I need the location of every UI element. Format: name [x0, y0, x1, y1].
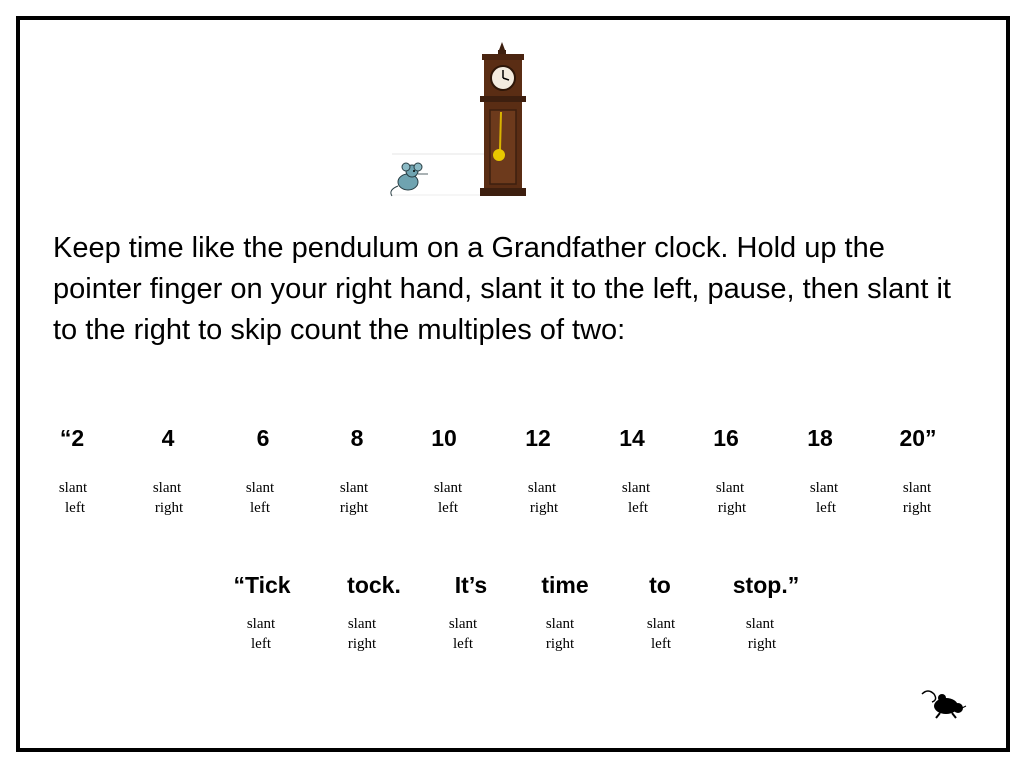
slant-label: slant right	[339, 480, 369, 516]
chant-word: stop.”	[732, 572, 800, 598]
slant-label: slant right	[347, 616, 377, 652]
count-number: 12	[525, 425, 551, 451]
slant-label: slant right	[545, 616, 575, 652]
chant-word: to	[649, 572, 671, 598]
slant-label: slant right	[902, 480, 932, 516]
slant-label: slant left	[809, 480, 839, 516]
slant-label: slant right	[715, 480, 747, 516]
slant-label: slant left	[246, 616, 276, 652]
count-number: 16	[713, 425, 739, 451]
count-number: 4	[161, 425, 175, 451]
slant-label: slant left	[448, 616, 478, 652]
slant-label: slant left	[646, 616, 676, 652]
mouse-icon	[391, 163, 428, 196]
running-mouse-icon	[918, 686, 968, 720]
chant-word: It’s	[454, 572, 488, 598]
slant-label: slant right	[745, 616, 777, 652]
count-number: 8	[350, 425, 364, 451]
count-number: 18	[807, 425, 833, 451]
slant-label: slant left	[433, 480, 463, 516]
count-number: 14	[619, 425, 645, 451]
instruction-paragraph: Keep time like the pendulum on a Grandfather clock. Hold up the pointer finger on your right hand, slant it to the left, pause, then slant it to the right to skip count the multiples of two:	[53, 232, 951, 346]
slant-label: slant left	[245, 480, 275, 516]
count-number: 10	[431, 425, 457, 451]
chant-word: tock.	[347, 572, 401, 598]
count-number: “2	[59, 425, 85, 451]
grandfather-clock-icon	[384, 40, 534, 200]
slant-label: slant right	[152, 480, 184, 516]
count-number: 6	[256, 425, 270, 451]
slant-label: slant left	[621, 480, 651, 516]
slant-label: slant left	[58, 480, 88, 516]
chant-word: time	[541, 572, 589, 598]
slant-label: slant right	[527, 480, 559, 516]
chant-word: “Tick	[233, 572, 291, 598]
count-number: 20”	[899, 425, 937, 451]
